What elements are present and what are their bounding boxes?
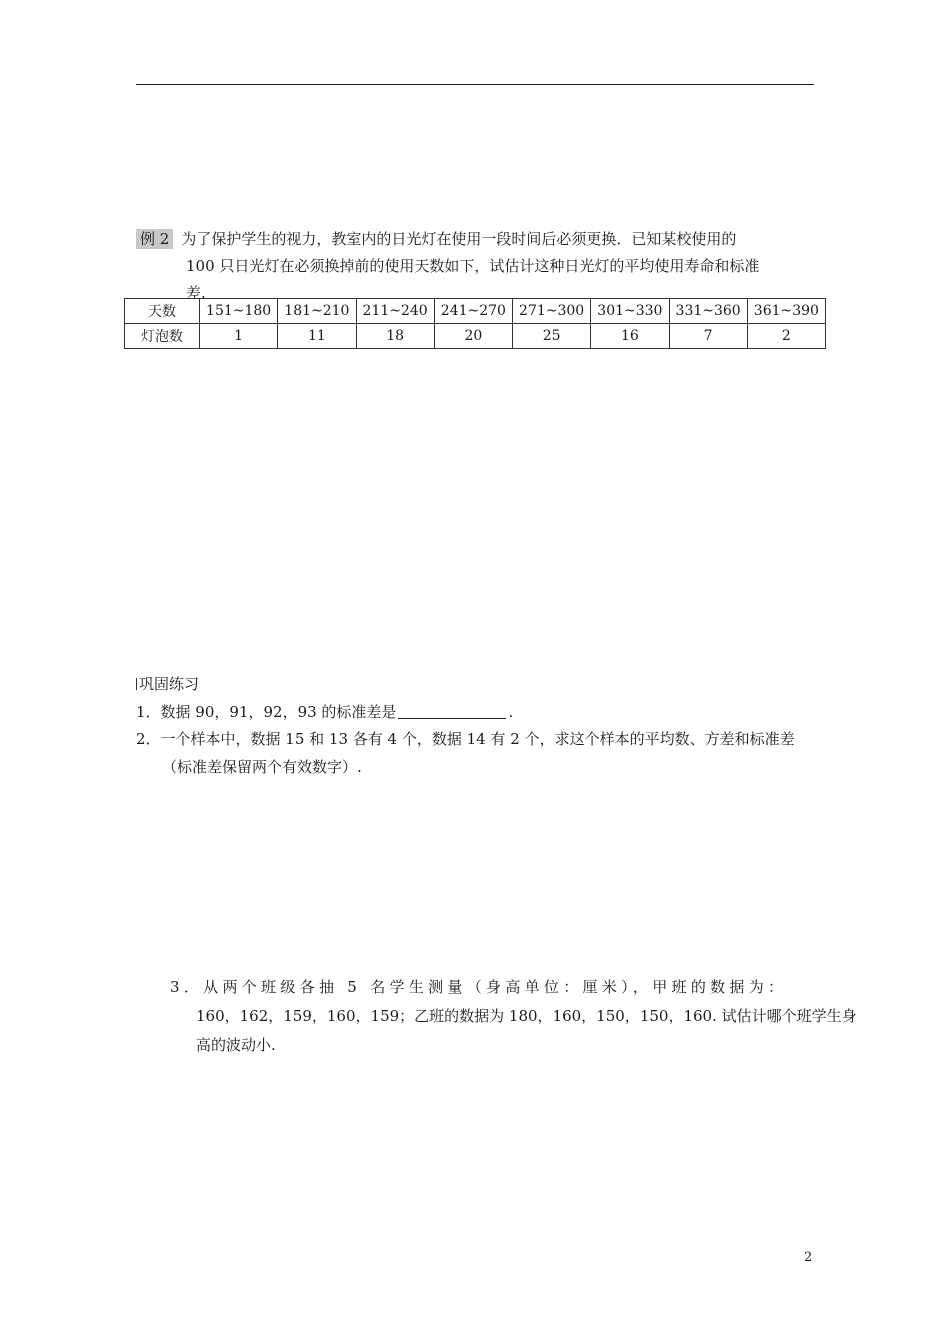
question-2-line-1: 2．一个样本中，数据 15 和 13 各有 4 个，数据 14 有 2 个，求这个样本的平均数、方差和标准差	[136, 730, 795, 748]
table-cell-count: 18	[356, 324, 434, 349]
table-header-days: 天数	[125, 299, 200, 324]
table-header-bulbs: 灯泡数	[125, 324, 200, 349]
practice-title-text: 巩固练习	[139, 675, 200, 693]
table-cell-range: 241~270	[434, 299, 512, 324]
question-1-text: 1．数据 90，91，92，93 的标准差是	[136, 703, 397, 721]
example-label: 例 2	[136, 229, 173, 249]
header-rule	[136, 84, 814, 85]
table-row-days	[125, 299, 826, 324]
question-3-line-2: 160，162，159，160，159；乙班的数据为 180，160，150，150，160. 试估计哪个班学生身	[196, 1007, 857, 1025]
table-cell-range: 181~210	[278, 299, 356, 324]
page-number: 2	[804, 1250, 813, 1265]
example-line-3: 差.	[186, 284, 206, 302]
answer-blank	[398, 703, 506, 719]
question-2-line-2: （标准差保留两个有效数字）.	[162, 758, 362, 776]
table-cell-range: 211~240	[356, 299, 434, 324]
question-1	[136, 701, 513, 722]
question-3-line-1: 3．从两个班级各抽 5 名学生测量（身高单位：厘米），甲班的数据为：	[170, 978, 788, 996]
question-1-end: .	[508, 703, 514, 721]
table-row-counts	[125, 324, 826, 349]
example-2	[136, 226, 816, 307]
example-text-1: 为了保护学生的视力，教室内的日光灯在使用一段时间后必须更换．已知某校使用的	[181, 230, 737, 248]
question-3-line-3: 高的波动小.	[196, 1036, 276, 1054]
table-cell-range: 301~330	[591, 299, 669, 324]
lifespan-table	[124, 298, 826, 349]
table-cell-range: 331~360	[669, 299, 747, 324]
table-cell-count: 7	[669, 324, 747, 349]
table-cell-count: 25	[513, 324, 591, 349]
title-marker	[136, 678, 137, 690]
table-cell-count: 1	[200, 324, 278, 349]
example-line-1	[136, 226, 816, 253]
table-cell-count: 2	[747, 324, 825, 349]
table-cell-count: 20	[434, 324, 512, 349]
practice-title	[136, 673, 199, 694]
example-line-2: 100 只日光灯在必须换掉前的使用天数如下，试估计这种日光灯的平均使用寿命和标准	[186, 257, 760, 275]
table-cell-range: 361~390	[747, 299, 825, 324]
table-cell-count: 11	[278, 324, 356, 349]
table-cell-range: 151~180	[200, 299, 278, 324]
table-cell-count: 16	[591, 324, 669, 349]
question-2	[136, 725, 826, 781]
question-3	[170, 973, 857, 1060]
table-cell-range: 271~300	[513, 299, 591, 324]
